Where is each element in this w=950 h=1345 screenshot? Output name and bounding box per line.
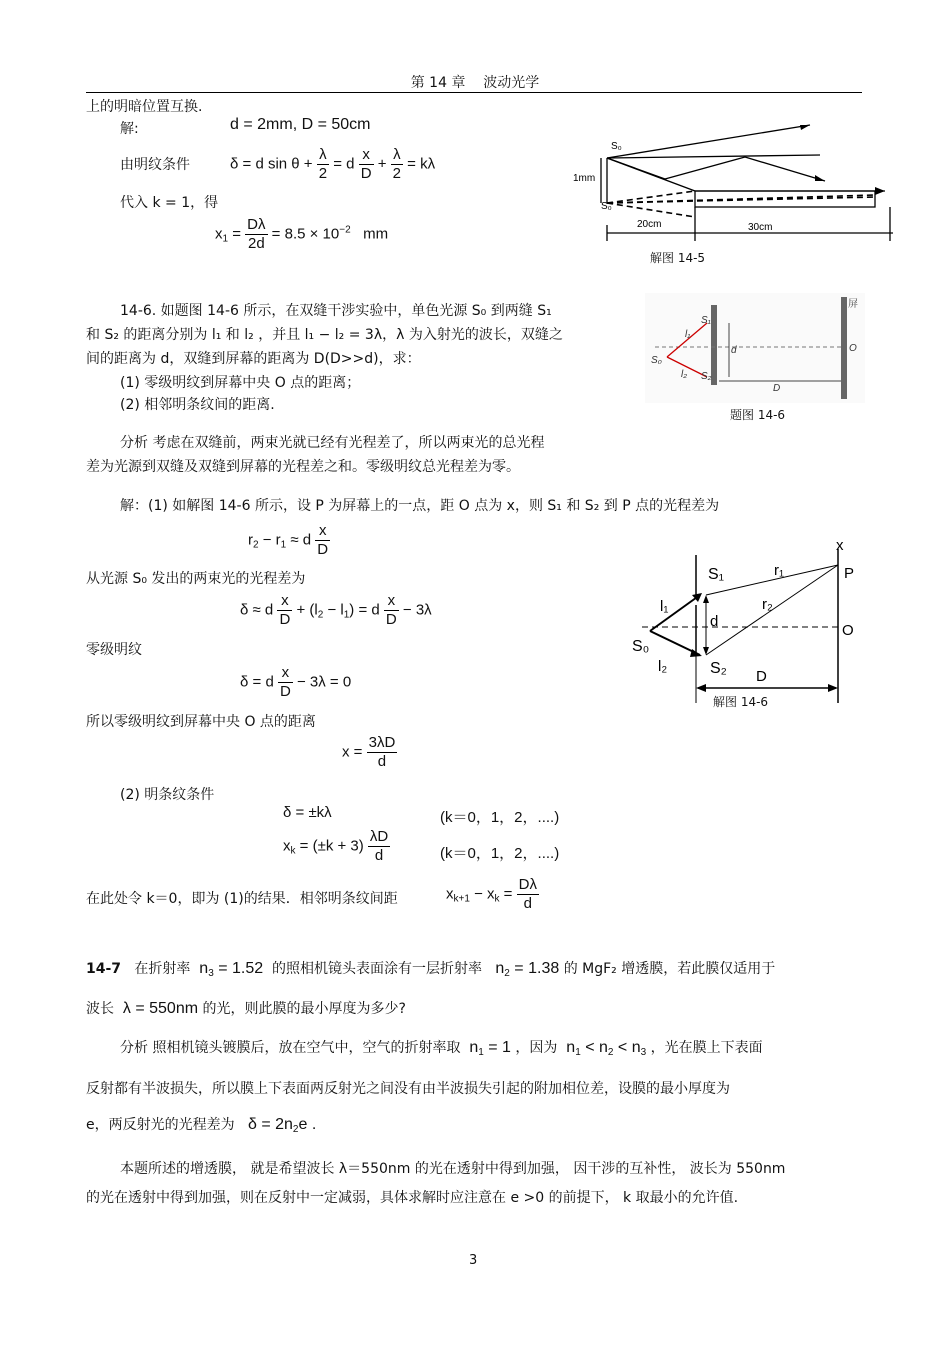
figure-q14-6	[645, 293, 865, 403]
q147-line2: 波长 λ = 550nm 的光，则此膜的最小厚度为多少?	[86, 1000, 406, 1017]
bright-condition-label: 由明纹条件	[120, 157, 190, 173]
k-range-1: (k＝0，1，2，....)	[440, 809, 560, 826]
figure-14-5	[565, 115, 895, 250]
figure-s14-6	[628, 535, 858, 710]
svg-text:x: x	[836, 537, 844, 554]
label-30cm: 30cm	[748, 222, 773, 233]
svg-text:S₀: S₀	[651, 355, 662, 366]
page-number: 3	[469, 1253, 478, 1268]
equation-bright-delta: δ = ±kλ	[283, 804, 332, 821]
label-1mm: 1mm	[573, 173, 596, 184]
substitute-line: 代入 k = 1，得	[120, 195, 219, 211]
equation-xk: $x_k = (\pm k + 3)$ $\frac{\lambda D}{d}$	[283, 828, 389, 864]
svg-text:r₁: r₁	[774, 562, 785, 579]
label-s0: S₀	[611, 141, 622, 152]
svg-text:l₁: l₁	[685, 329, 691, 340]
equation-r2-r1: $r_2 - r_1 \approx d$ $\frac{x}{D}$	[248, 522, 329, 558]
svg-text:S₁: S₁	[708, 566, 725, 583]
q147-number: 14-7	[86, 961, 122, 977]
svg-text:S₂: S₂	[701, 371, 712, 382]
equation-spacing: $x_{k+1} - x_k$ = $\frac{D\lambda}{d}$	[446, 876, 537, 912]
chapter-title: 波动光学	[483, 75, 540, 91]
svg-text:S₂: S₂	[710, 660, 727, 677]
svg-text:d: d	[710, 613, 719, 630]
ray-2	[607, 155, 820, 158]
screen-bar	[841, 297, 847, 399]
q147-line4: e，两反射光的光程差为 $\delta = 2n_2e$ .	[86, 1116, 317, 1135]
q146-item2: (2) 相邻明条纹间的距离.	[120, 397, 275, 413]
svg-text:O: O	[842, 622, 854, 639]
from-source-line: 从光源 S₀ 发出的两束光的光程差为	[86, 571, 306, 587]
ray-top	[607, 125, 810, 158]
svg-text:l₁: l₁	[660, 598, 669, 615]
svg-text:S₀: S₀	[632, 638, 650, 655]
svg-text:D: D	[756, 668, 767, 685]
part2-label: (2) 明条纹条件	[120, 787, 215, 803]
svg-text:屏: 屏	[848, 299, 858, 310]
page-header	[0, 72, 950, 92]
svg-text:D: D	[773, 383, 781, 394]
analysis-line2: 差为光源到双缝及双缝到屏幕的光程差之和。零级明纹总光程差为零。	[86, 459, 520, 475]
q146-line3: 间的距离为 d，双缝到屏幕的距离为 D(D>>d)，求：	[86, 351, 421, 367]
q146-line2: 和 S₂ 的距离分别为 l₁ 和 l₂ ，并且 l₁ − l₂ = 3λ，λ 为入射光的波长，双缝之	[86, 327, 563, 343]
svg-text:S₁: S₁	[701, 315, 711, 326]
conclusion-line: 在此处令 k＝0，即为 (1)的结果．相邻明条纹间距	[86, 891, 398, 907]
para2-line1: 本题所述的增透膜， 就是希望波长 λ＝550nm 的光在透射中得到加强， 因干涉的互补性， 波长为 550nm	[120, 1161, 786, 1177]
label-s0-prime: S₀'	[601, 201, 614, 212]
zero-order-label: 零级明纹	[86, 642, 142, 658]
equation-zero-order: δ = d $\frac{x}{D}$ − 3λ = 0	[240, 664, 352, 700]
figure-s14-6-caption: 解图 14-6	[713, 695, 769, 709]
svg-text:l₂: l₂	[658, 658, 668, 675]
header-rule	[86, 92, 862, 93]
k-range-2: (k＝0，1，2，....)	[440, 845, 560, 862]
q146-item1: (1) 零级明纹到屏幕中央 O 点的距离；	[120, 375, 361, 391]
solution-line: 解：(1) 如解图 14-6 所示，设 P 为屏幕上的一点，距 O 点为 x，则 S₁ 和 S₂ 到 P 点的光程差为	[120, 498, 720, 514]
equation-x1: $x_1$ = $\frac{D\lambda}{2d}$ = $8.5 \times 10^{-2}$ mm	[215, 216, 389, 252]
equation-bright-condition: δ = d sin θ + $\frac{\lambda}{2}$ = d $\frac{x}{D}$ + $\frac{\lambda}{2}$ = kλ	[230, 146, 436, 182]
q147-analysis: 分析 照相机镜头镀膜后，放在空气中，空气的折射率取 $n_1 = 1$ ，因为 $n_1 < n_2 < n_3$ ，光在膜上下表面	[120, 1039, 763, 1058]
svg-text:P: P	[844, 565, 855, 582]
solution-label: 解:	[120, 121, 139, 137]
analysis-line1: 分析 考虑在双缝前，两束光就已经有光程差了，所以两束光的总光程	[120, 435, 545, 451]
q147-line1: 14-7 在折射率 $n_3 = 1.52$ 的照相机镜头表面涂有一层折射率 $n_2 = 1.38$ 的 MgF₂ 增透膜，若此膜仅适用于	[86, 960, 776, 979]
q146-line1: 14-6. 如题图 14-6 所示，在双缝干涉实验中，单色光源 S₀ 到两缝 S₁	[120, 303, 552, 319]
para2-line2: 的光在透射中得到加强，则在反射中一定减弱，具体求解时应注意在 e >0 的前提下， k 取最小的允许值.	[86, 1190, 739, 1206]
chapter-label: 第 14 章	[410, 75, 466, 91]
given-values: d = 2mm, D = 50cm	[230, 116, 371, 133]
so-zero-order-line: 所以零级明纹到屏幕中央 O 点的距离	[86, 714, 316, 730]
label-20cm: 20cm	[637, 219, 662, 230]
equation-delta: δ ≈ d $\frac{x}{D}$ + $(l_2 - l_1) = d$ $\frac{x}{D}$ − 3λ	[240, 592, 432, 628]
svg-text:d: d	[731, 345, 737, 356]
continuation-line: 上的明暗位置互换.	[86, 99, 203, 115]
svg-text:O: O	[849, 343, 857, 354]
svg-text:l₂: l₂	[681, 369, 688, 380]
q147-line3: 反射都有半波损失，所以膜上下表面两反射光之间没有由半波损失引起的附加相位差，设膜的最小厚度为	[86, 1081, 730, 1097]
double-slit	[711, 305, 717, 385]
equation-x: x = $\frac{3\lambda D}{d}$	[342, 734, 396, 770]
figure-q14-6-caption: 题图 14-6	[730, 408, 786, 422]
svg-text:r₂: r₂	[762, 596, 773, 613]
figure-14-5-caption: 解图 14-5	[650, 251, 706, 265]
